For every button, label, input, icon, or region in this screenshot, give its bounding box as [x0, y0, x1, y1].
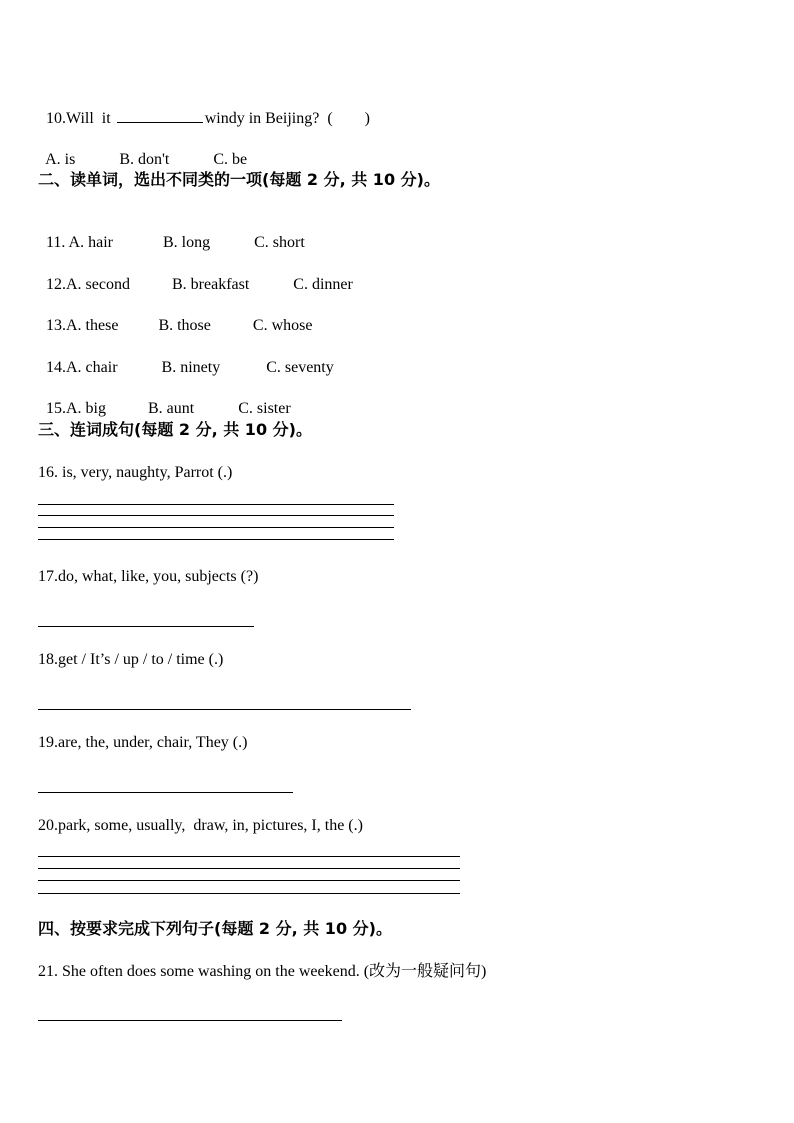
question-number: 13.	[46, 317, 66, 334]
answer-line[interactable]	[38, 792, 293, 793]
answer-line[interactable]	[38, 504, 394, 505]
option-b: B. ninety	[161, 359, 221, 376]
option-b: B. don't	[119, 151, 170, 168]
section-4-heading: 四、按要求完成下列句子(每题 2 分, 共 10 分)。	[38, 919, 392, 938]
answer-line[interactable]	[38, 880, 460, 881]
option-b: B. breakfast	[171, 276, 250, 293]
option-c: C. dinner	[293, 276, 353, 293]
option-a: A. big	[66, 400, 106, 417]
question-12	[38, 255, 353, 295]
question-number: 11.	[46, 234, 69, 251]
option-c: C. sister	[238, 400, 291, 417]
question-10-options	[38, 130, 247, 170]
option-c: C. be	[213, 151, 248, 168]
answer-line[interactable]	[38, 709, 411, 710]
question-14	[38, 338, 334, 378]
option-b: B. long	[162, 234, 211, 251]
option-a: A. is	[45, 151, 76, 168]
question-16: 16. is, very, naughty, Parrot (.)	[38, 464, 233, 481]
answer-line[interactable]	[38, 1020, 342, 1021]
question-10-suffix: windy in Beijing? ( )	[204, 110, 370, 127]
question-21: 21. She often does some washing on the weekend. (改为一般疑问句)	[38, 963, 487, 980]
question-10	[38, 88, 370, 129]
answer-line[interactable]	[38, 893, 460, 894]
option-a: A. chair	[66, 359, 118, 376]
section-2-heading: 二、读单词，选出不同类的一项(每题 2 分, 共 10 分)。	[38, 170, 440, 189]
option-a: A. second	[66, 276, 130, 293]
question-13	[38, 296, 312, 336]
question-11	[38, 213, 305, 253]
question-18: 18.get / It’s / up / to / time (.)	[38, 651, 224, 668]
option-b: B. aunt	[148, 400, 195, 417]
answer-line[interactable]	[38, 856, 460, 857]
option-c: C. whose	[252, 317, 313, 334]
option-b: B. those	[158, 317, 211, 334]
question-17: 17.do, what, like, you, subjects (?)	[38, 568, 259, 585]
answer-line[interactable]	[38, 868, 460, 869]
answer-line[interactable]	[38, 527, 394, 528]
question-19: 19.are, the, under, chair, They (.)	[38, 734, 248, 751]
answer-line[interactable]	[38, 626, 254, 627]
answer-line[interactable]	[38, 539, 394, 540]
option-a: A. hair	[68, 234, 113, 251]
question-20: 20.park, some, usually, draw, in, pictures, I, the (.)	[38, 817, 363, 834]
question-10-prefix: 10.Will it	[46, 110, 115, 127]
question-number: 15.	[46, 400, 66, 417]
option-a: A. these	[66, 317, 119, 334]
section-3-heading: 三、连词成句(每题 2 分, 共 10 分)。	[38, 420, 312, 439]
question-number: 12.	[46, 276, 66, 293]
option-c: C. seventy	[266, 359, 334, 376]
answer-blank[interactable]	[117, 108, 203, 123]
question-15	[38, 379, 291, 419]
question-number: 14.	[46, 359, 66, 376]
answer-line[interactable]	[38, 515, 394, 516]
option-c: C. short	[254, 234, 305, 251]
